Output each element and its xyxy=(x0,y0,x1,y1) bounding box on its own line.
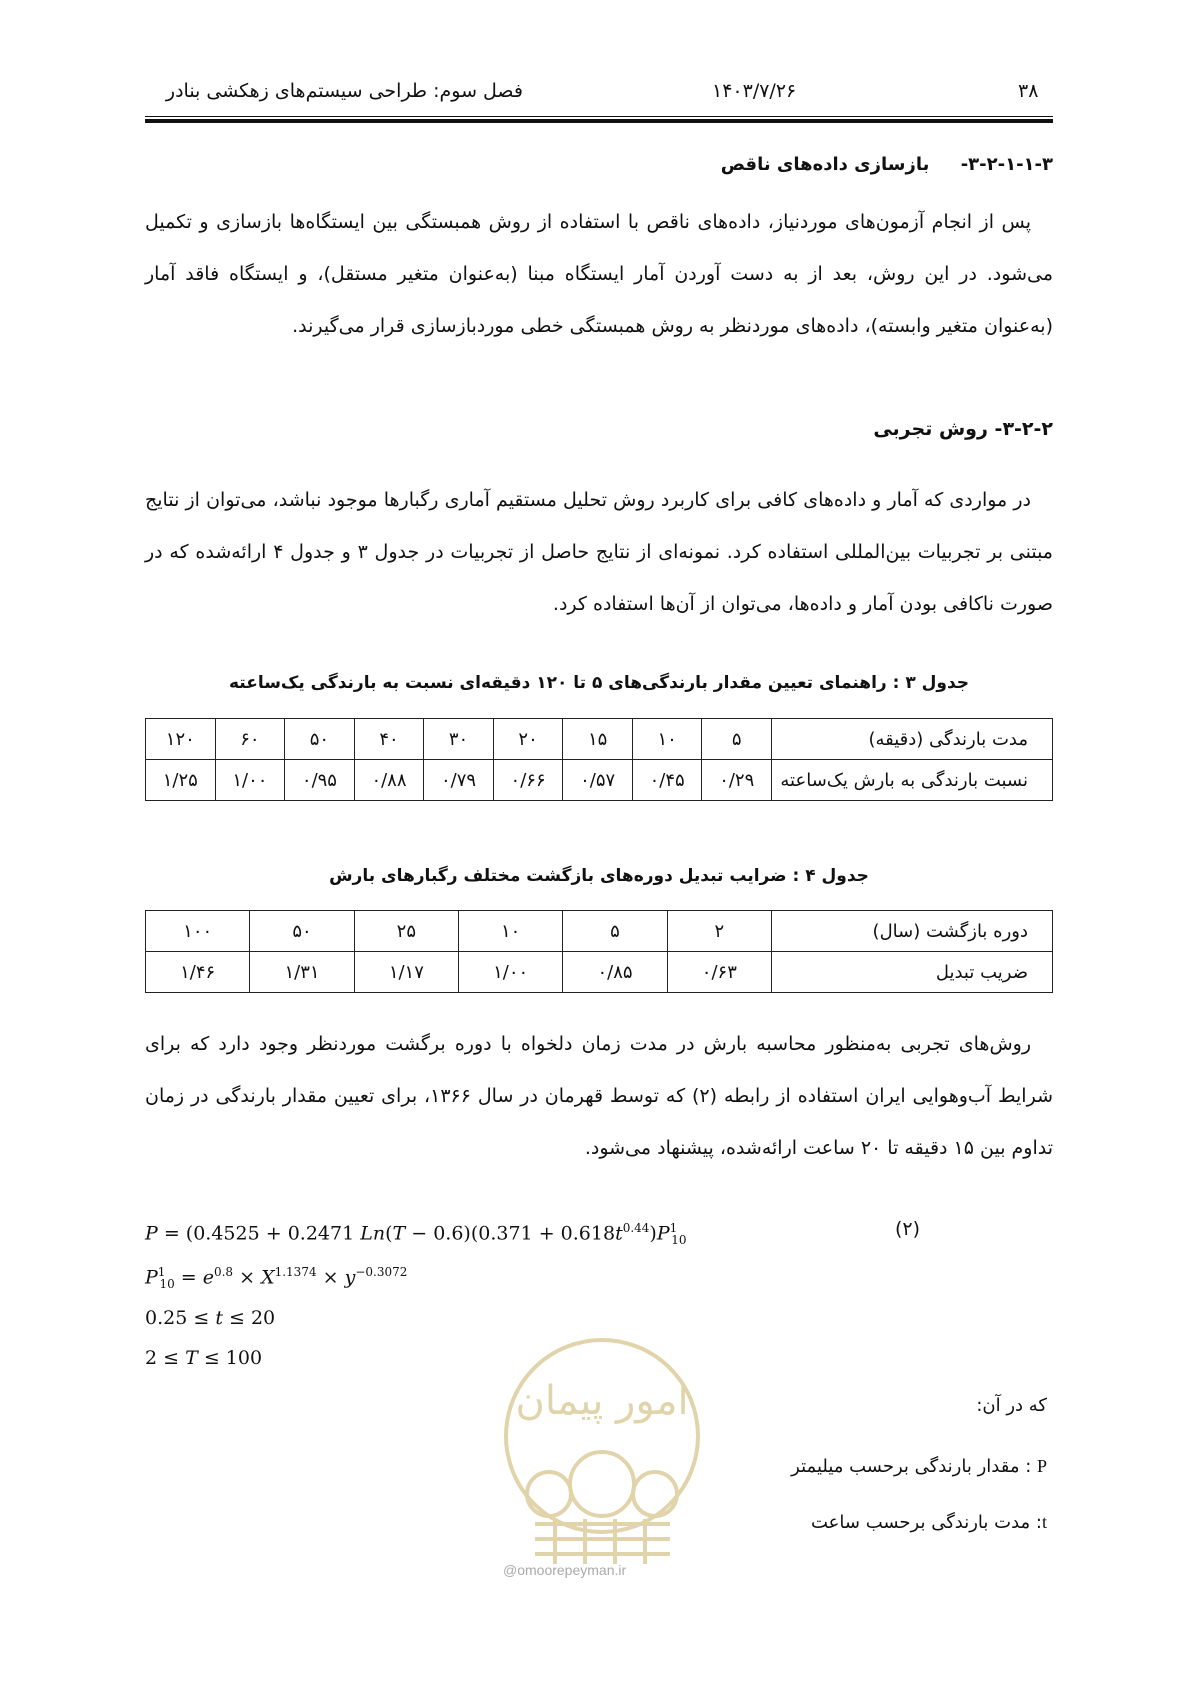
watermark-gear-icon xyxy=(633,1472,677,1516)
table-row xyxy=(146,911,1053,952)
paragraph-empirical xyxy=(145,474,1053,630)
paragraph-text: پس از انجام آزمون‌های موردنیاز، داده‌های ناقص با استفاده از روش همبستگی بین ایستگاه‌ها بازسازی و تکمیل می‌شود. در این روش، بعد از به دست آوردن آمار ایستگاه مبنا (به‌عنوان متغیر مستقل)، و ایستگاه فاقد آمار (به‌عنوان متغیر وابسته)، داده‌های موردنظر به روش همبستگی خطی موردبازسازی قرار می‌گیرند. xyxy=(145,211,1053,337)
equation-number: (۲) xyxy=(895,1218,921,1240)
table-row-label: دوره بازگشت (سال) xyxy=(772,911,1053,952)
table-cell: ۲ xyxy=(667,911,771,952)
definition-p: P : مقدار بارندگی برحسب میلیمتر xyxy=(791,1456,1047,1477)
paragraph-text: روش‌های تجربی به‌منظور محاسبه بارش در مدت زمان دلخواه با دوره برگشت موردنظر وجود دارد که برای شرایط آب‌وهوایی ایران استفاده از رابطه (۲) که توسط قهرمان در سال ۱۳۶۶، برای تعیین مقدار بارندگی در زمان تداوم بین ۱۵ دقیقه تا ۲۰ ساعت ارائه‌شده، پیشنهاد می‌شود. xyxy=(145,1033,1053,1159)
table-cell: ۰/۷۹ xyxy=(424,760,494,801)
table-cell: ۰/۶۳ xyxy=(667,952,771,993)
equation-rainfall: P = (0.4525 + 0.2471 $Ln(T - 0.6)(0.371 + 0.618t^{0.44})P^1_{10}$ xyxy=(145,1221,687,1248)
paragraph-text: در مواردی که آمار و داده‌های کافی برای کاربرد روش تحلیل مستقیم آماری رگبارها موجود نباشد، می‌توان از نتایج مبتنی بر تجربیات بین‌المللی استفاده کرد. نمونه‌ای از نتایج حاصل از تجربیات در جدول ۳ و جدول ۴ ارائه‌شده که در صورت ناکافی بودن آمار و داده‌ها، می‌توان از آن‌ها استفاده کرد. xyxy=(145,489,1053,615)
table4-caption: جدول ۴ : ضرایب تبدیل دوره‌های بازگشت مختلف رگبارهای بارش xyxy=(329,866,869,886)
table-row xyxy=(146,952,1053,993)
table-cell: ۰/۶۶ xyxy=(493,760,563,801)
watermark-grid xyxy=(535,1519,670,1564)
table-cell: ۱/۰۰ xyxy=(215,760,285,801)
section-number: ۳-۲-۱-۱-۳- xyxy=(960,154,1053,175)
table-cell: ۰/۵۷ xyxy=(563,760,633,801)
header-rule-thin xyxy=(145,116,1053,117)
watermark-scale-icon xyxy=(527,1472,571,1516)
table-cell: ۵ xyxy=(563,911,667,952)
table-row-label: مدت بارندگی (دقیقه) xyxy=(772,719,1053,760)
constraint-T: 2 ≤ T ≤ 100 xyxy=(145,1347,263,1369)
table4 xyxy=(145,910,1053,993)
table-cell: ۲۵ xyxy=(354,911,458,952)
table-row xyxy=(146,760,1053,801)
table-cell: ۱/۲۵ xyxy=(146,760,216,801)
section-heading-reconstruction xyxy=(721,152,1053,178)
section-heading-empirical xyxy=(873,416,1053,442)
table-cell: ۱/۰۰ xyxy=(459,952,563,993)
table-cell: ۰/۸۸ xyxy=(354,760,424,801)
section-title: بازسازی داده‌های ناقص xyxy=(720,154,930,175)
table-cell: ۰/۴۵ xyxy=(632,760,702,801)
running-header-date: ۱۴۰۳/۷/۲۶ xyxy=(712,80,797,102)
watermark-gear xyxy=(570,1452,634,1516)
table-cell: ۱۰۰ xyxy=(146,911,250,952)
running-header-chapter: فصل سوم: طراحی سیستم‌های زهکشی بنادر xyxy=(165,80,523,102)
section-title: روش تجربی xyxy=(873,418,988,440)
table-row xyxy=(146,719,1053,760)
table-cell: ۲۰ xyxy=(493,719,563,760)
header-rule-thick xyxy=(145,119,1053,123)
table-cell: ۱۰ xyxy=(459,911,563,952)
table-cell: ۱۰ xyxy=(632,719,702,760)
paragraph-empirical-methods xyxy=(145,1018,1053,1174)
definition-t: t: مدت بارندگی برحسب ساعت xyxy=(810,1512,1047,1533)
constraint-t: 0.25 ≤ t ≤ 20 xyxy=(145,1307,276,1329)
table-cell: ۵۰ xyxy=(250,911,354,952)
definitions-intro: که در آن: xyxy=(976,1395,1047,1416)
table-cell: ۱۲۰ xyxy=(146,719,216,760)
watermark-text: امور پیمان xyxy=(515,1378,689,1424)
table-cell: ۱/۴۶ xyxy=(146,952,250,993)
table-cell: ۶۰ xyxy=(215,719,285,760)
paragraph-reconstruction xyxy=(145,196,1053,352)
table3 xyxy=(145,718,1053,801)
table-row-label: نسبت بارندگی به بارش یک‌ساعته xyxy=(772,760,1053,801)
page-number: ۳۸ xyxy=(1018,80,1039,102)
equation-p10: $P^1_{10} = e^{0.8} \times X^{1.1374} \times y^{-0.3072}$ xyxy=(145,1265,408,1292)
table-cell: ۱/۱۷ xyxy=(354,952,458,993)
table-cell: ۳۰ xyxy=(424,719,494,760)
table-cell: ۱۵ xyxy=(563,719,633,760)
table-cell: ۱/۳۱ xyxy=(250,952,354,993)
section-number: ۳-۲-۲- xyxy=(994,418,1053,440)
watermark-logo xyxy=(495,1324,710,1574)
table-cell: ۵ xyxy=(702,719,772,760)
table3-caption: جدول ۳ : راهنمای تعیین مقدار بارندگی‌های ۵ تا ۱۲۰ دقیقه‌ای نسبت به بارندگی یک‌ساعته xyxy=(228,673,970,693)
table-cell: ۴۰ xyxy=(354,719,424,760)
table-row-label: ضریب تبدیل xyxy=(772,952,1053,993)
table-cell: ۰/۸۵ xyxy=(563,952,667,993)
watermark-url: @omoorepeyman.ir xyxy=(503,1562,627,1578)
table-cell: ۰/۲۹ xyxy=(702,760,772,801)
table-cell: ۵۰ xyxy=(285,719,355,760)
table-cell: ۰/۹۵ xyxy=(285,760,355,801)
watermark-ring xyxy=(506,1340,698,1532)
